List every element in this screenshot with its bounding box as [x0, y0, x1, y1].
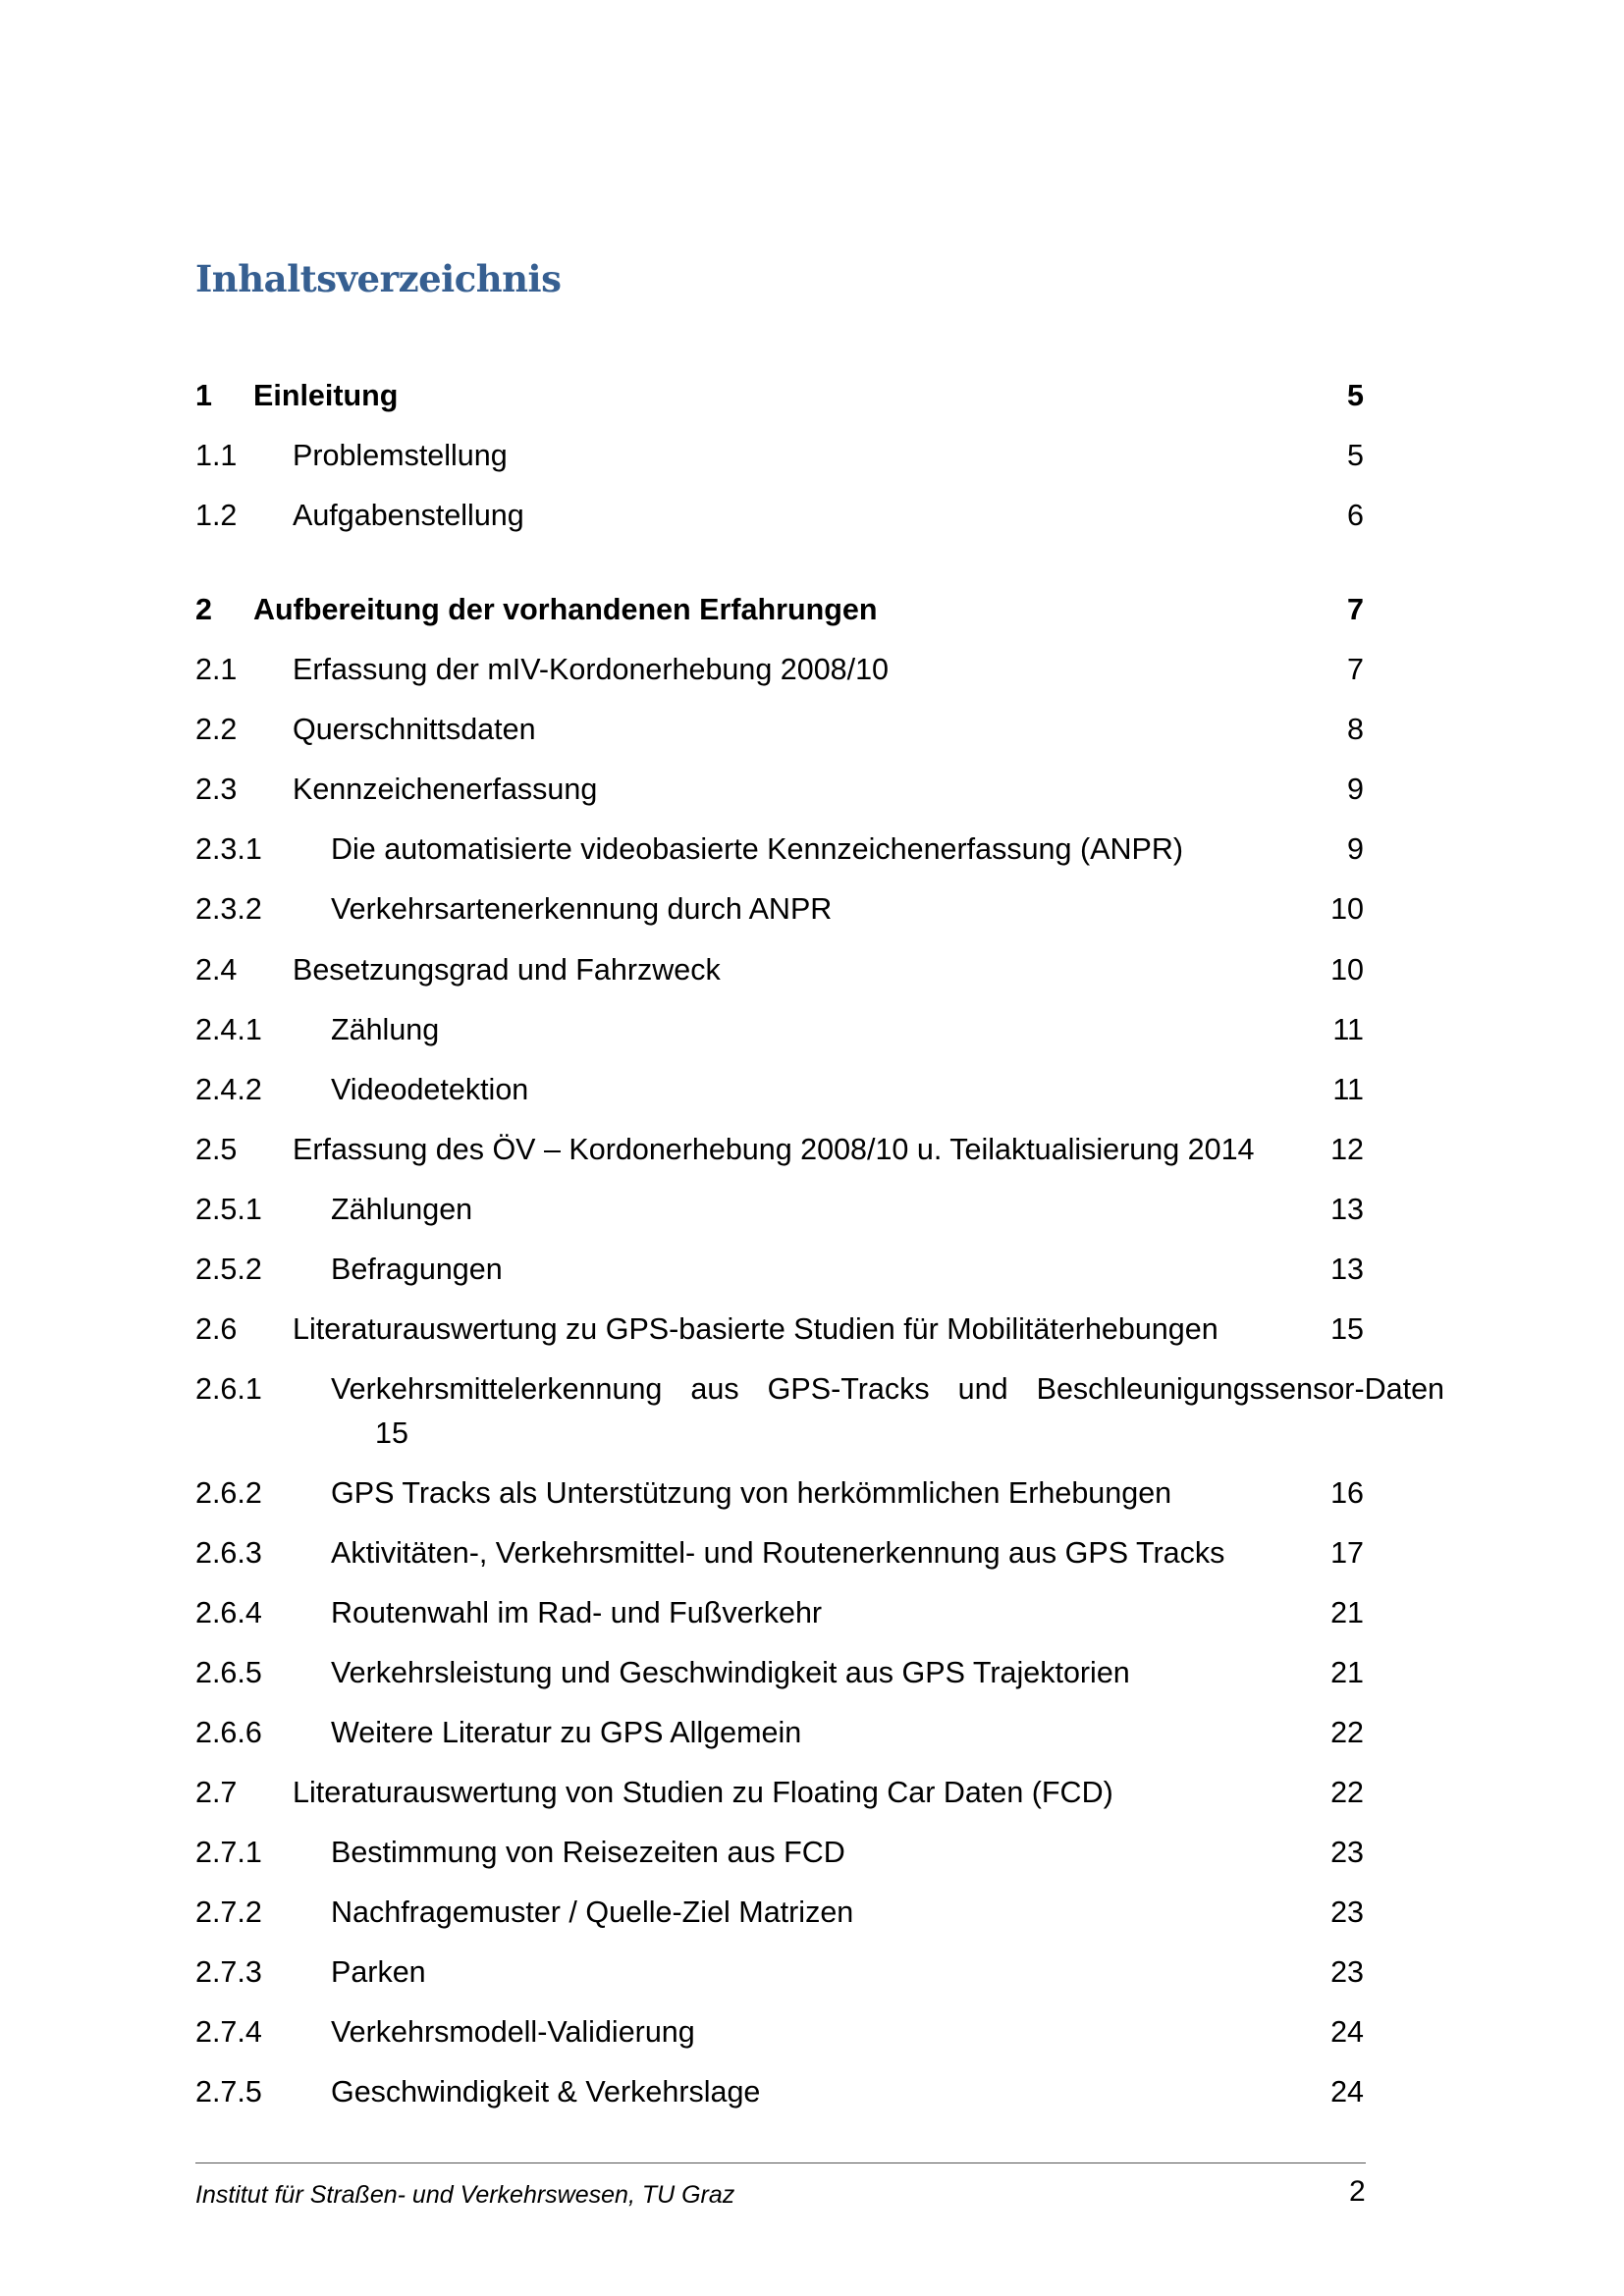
- toc-chapter[interactable]: [195, 587, 1364, 632]
- toc-entry-number: 2.7.1: [195, 1836, 262, 1869]
- toc-entry[interactable]: [195, 1127, 1364, 1172]
- toc-entry[interactable]: [195, 947, 1364, 992]
- toc-entry-number: 2.6.4: [195, 1596, 262, 1629]
- toc-entry-label: Parken: [331, 1955, 426, 1989]
- toc-entry[interactable]: [195, 1890, 1364, 1935]
- toc-entry-number: 2.5.1: [195, 1193, 262, 1226]
- toc-entry-page: 5: [1347, 379, 1364, 412]
- toc-entry-number: 2.7.3: [195, 1955, 262, 1989]
- toc-entry-page: 5: [1347, 439, 1364, 472]
- toc-entry-number: 2.1: [195, 653, 238, 686]
- footer-institute: Institut für Straßen- und Verkehrswesen, TU Graz: [195, 2181, 735, 2209]
- toc-entry-number: 2.4: [195, 953, 238, 987]
- toc-entry-page: 21: [1330, 1656, 1364, 1689]
- toc-entry-page: 7: [1347, 593, 1364, 626]
- toc-entry[interactable]: [195, 767, 1364, 812]
- toc-entry-page: 23: [1330, 1955, 1364, 1989]
- toc-entry-label: Routenwahl im Rad- und Fußverkehr: [331, 1596, 823, 1629]
- toc-entry[interactable]: [195, 1830, 1364, 1875]
- toc-entry-page: 21: [1330, 1596, 1364, 1629]
- toc-entry-number: 2.6.5: [195, 1656, 262, 1689]
- toc-entry[interactable]: [195, 1247, 1364, 1292]
- toc-entry-page: 22: [1330, 1716, 1364, 1749]
- toc-entry-number: 2.4.1: [195, 1013, 262, 1046]
- toc-entry-label: Problemstellung: [293, 439, 508, 472]
- toc-entry-label: Bestimmung von Reisezeiten aus FCD: [331, 1836, 845, 1869]
- toc-entry-label: Nachfragemuster / Quelle-Ziel Matrizen: [331, 1896, 854, 1929]
- toc-entry-label: Erfassung des ÖV – Kordonerhebung 2008/10 u. Teilaktualisierung 2014: [293, 1133, 1255, 1166]
- toc-entry-label: Verkehrsmodell-Validierung: [331, 2015, 695, 2049]
- toc-entry-number: 2.6.3: [195, 1536, 262, 1570]
- toc-entry-label: Verkehrsleistung und Geschwindigkeit aus GPS Trajektorien: [331, 1656, 1130, 1689]
- toc-entry[interactable]: [195, 1007, 1364, 1052]
- toc-entry-number: 2.4.2: [195, 1073, 262, 1106]
- toc-entry-page: 13: [1330, 1193, 1364, 1226]
- toc-entry[interactable]: [195, 2069, 1364, 2114]
- toc-entry-number: 2.5.2: [195, 1253, 262, 1286]
- toc-entry[interactable]: [195, 647, 1364, 692]
- toc-entry-label: Videodetektion: [331, 1073, 529, 1106]
- toc-chapter[interactable]: [195, 373, 1364, 418]
- toc-entry-page: 6: [1347, 499, 1364, 532]
- toc-entry-page: 22: [1330, 1776, 1364, 1809]
- toc-entry-label: Verkehrsmittelerkennung aus GPS-Tracks und Beschleunigungssensor-Daten: [331, 1372, 1444, 1406]
- toc-entry-label: Aufgabenstellung: [293, 499, 524, 532]
- toc-entry-page: 15: [1330, 1312, 1364, 1346]
- toc-entry-page: 24: [1330, 2015, 1364, 2049]
- toc-entry-label: Erfassung der mIV-Kordonerhebung 2008/10: [293, 653, 890, 686]
- toc-entry[interactable]: [195, 1949, 1364, 1995]
- toc-entry-label: Die automatisierte videobasierte Kennzeichenerfassung (ANPR): [331, 832, 1183, 866]
- toc-entry-number: 2.7.2: [195, 1896, 262, 1929]
- page-title: Inhaltsverzeichnis: [195, 257, 562, 300]
- toc-entry-page: 9: [1347, 832, 1364, 866]
- toc-entry-page: 7: [1347, 653, 1364, 686]
- toc-entry-number: 2.6.2: [195, 1476, 262, 1510]
- toc-entry-label: Kennzeichenerfassung: [293, 773, 598, 806]
- toc-entry-page: 10: [1330, 892, 1364, 926]
- toc-entry-label: GPS Tracks als Unterstützung von herkömmlichen Erhebungen: [331, 1476, 1172, 1510]
- toc-entry-page: 23: [1330, 1896, 1364, 1929]
- toc-entry-label: Weitere Literatur zu GPS Allgemein: [331, 1716, 802, 1749]
- toc-entry[interactable]: [195, 1530, 1364, 1575]
- footer-page-number: 2: [1349, 2175, 1366, 2208]
- toc-entry-page: 23: [1330, 1836, 1364, 1869]
- toc-entry[interactable]: [195, 827, 1364, 872]
- toc-entry-page: 8: [1347, 713, 1364, 746]
- toc-entry-number: 2.6.6: [195, 1716, 262, 1749]
- toc-entry-number: 2.7.4: [195, 2015, 262, 2049]
- toc-entry-label: Querschnittsdaten: [293, 713, 536, 746]
- toc-entry-label: Geschwindigkeit & Verkehrslage: [331, 2075, 761, 2109]
- toc-entry-number: 2.3.2: [195, 892, 262, 926]
- toc-entry-page: 13: [1330, 1253, 1364, 1286]
- toc-entry-label: Aktivitäten-, Verkehrsmittel- und Routenerkennung aus GPS Tracks: [331, 1536, 1225, 1570]
- toc-entry-label: Zählung: [331, 1013, 440, 1046]
- toc-entry-label: Besetzungsgrad und Fahrzweck: [293, 953, 721, 987]
- toc-entry-number: 2: [195, 593, 212, 626]
- toc-entry-number: 2.5: [195, 1133, 238, 1166]
- toc-entry-page: 15: [375, 1416, 408, 1450]
- toc-entry-label: Befragungen: [331, 1253, 503, 1286]
- toc-entry[interactable]: [195, 707, 1364, 752]
- toc-entry[interactable]: [195, 1650, 1364, 1695]
- toc-entry[interactable]: [195, 2009, 1364, 2055]
- toc-entry-number: 2.6: [195, 1312, 238, 1346]
- toc-entry[interactable]: [195, 433, 1364, 478]
- toc-entry-number: 1: [195, 379, 212, 412]
- toc-entry-label: Einleitung: [253, 379, 399, 412]
- toc-entry[interactable]: [195, 1307, 1364, 1352]
- toc-entry-page: 17: [1330, 1536, 1364, 1570]
- toc-entry[interactable]: [195, 1590, 1364, 1635]
- toc-entry-page: 10: [1330, 953, 1364, 987]
- toc-entry-number: 2.2: [195, 713, 238, 746]
- toc-entry[interactable]: [195, 1710, 1364, 1755]
- toc-entry[interactable]: [195, 1067, 1364, 1112]
- toc-entry-number: 2.6.1: [195, 1372, 262, 1406]
- toc-entry-label: Zählungen: [331, 1193, 473, 1226]
- toc-entry-number: 2.3: [195, 773, 238, 806]
- toc-entry[interactable]: [195, 493, 1364, 538]
- toc-entry[interactable]: [195, 1470, 1364, 1516]
- toc-entry-number: 2.7.5: [195, 2075, 262, 2109]
- toc-entry-number: 1.2: [195, 499, 238, 532]
- toc-entry-label: Verkehrsartenerkennung durch ANPR: [331, 892, 833, 926]
- toc-entry-page: 12: [1330, 1133, 1364, 1166]
- toc-entry-page: 11: [1332, 1013, 1364, 1046]
- toc-entry-page: 11: [1332, 1073, 1364, 1106]
- toc-entry-number: 2.7: [195, 1776, 238, 1809]
- toc-entry-label: Literaturauswertung von Studien zu Floating Car Daten (FCD): [293, 1776, 1113, 1809]
- toc-entry-label: Aufbereitung der vorhandenen Erfahrungen: [253, 593, 878, 626]
- toc-entry[interactable]: [195, 886, 1364, 932]
- toc-entry-page: 9: [1347, 773, 1364, 806]
- toc-entry-number: 1.1: [195, 439, 238, 472]
- toc-entry-number: 2.3.1: [195, 832, 262, 866]
- toc-entry-page: 24: [1330, 2075, 1364, 2109]
- toc-entry-label: Literaturauswertung zu GPS-basierte Studien für Mobilitäterhebungen: [293, 1312, 1218, 1346]
- toc-entry[interactable]: [195, 1770, 1364, 1815]
- toc-entry[interactable]: [195, 1187, 1364, 1232]
- toc-entry-page: 16: [1330, 1476, 1364, 1510]
